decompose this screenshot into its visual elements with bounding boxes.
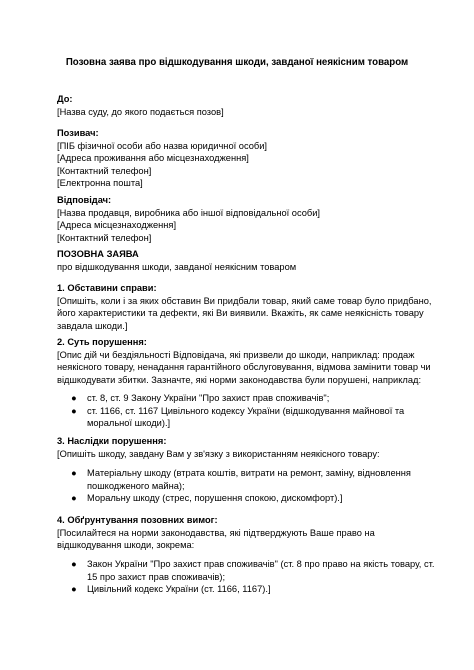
- section-text-line: [Посилайтеся на норми законодавства, які підтверджують Ваше право на: [57, 527, 375, 538]
- section-heading: 1. Обставини справи:: [57, 283, 157, 293]
- to-heading: До:: [57, 94, 73, 104]
- defendant-line: [Контактний телефон]: [57, 232, 152, 243]
- violation-list: [57, 392, 422, 430]
- section-heading: 2. Суть порушення:: [57, 337, 147, 347]
- section-consequences: [57, 435, 422, 460]
- bullet-icon: ●: [71, 584, 77, 595]
- section-text-line: [Опис дій чи бездіяльності Відповідача, які призвели до шкоди, наприклад: продаж: [57, 349, 415, 360]
- section-heading: 3. Наслідки порушення:: [57, 436, 167, 446]
- claim-subheading: про відшкодування шкоди, завданої неякісним товаром: [57, 261, 297, 272]
- section-circumstances: [57, 282, 432, 332]
- plaintiff-line: [ПІБ фізичної особи або назва юридичної особи]: [57, 140, 267, 151]
- defendant-block: [57, 194, 422, 244]
- plaintiff-line: [Адреса проживання або місцезнаходження]: [57, 153, 249, 164]
- section-violation: [57, 336, 431, 386]
- plaintiff-block: [57, 127, 422, 190]
- plaintiff-line: [Контактний телефон]: [57, 165, 152, 176]
- plaintiff-heading: Позивач:: [57, 128, 99, 138]
- section-text-line: [Опишіть шкоду, завдану Вам у зв'язку з використанням неякісного товару:: [57, 448, 380, 459]
- list-item: ● Моральну шкоду (стрес, порушення спокою, дискомфорт).]: [71, 493, 343, 504]
- claim-heading: ПОЗОВНА ЗАЯВА: [57, 249, 139, 259]
- justification-list: [57, 558, 435, 596]
- list-item: ● Цивільний кодекс України (ст. 1166, 1167).]: [71, 584, 271, 595]
- bullet-icon: ●: [71, 559, 77, 569]
- section-text-line: відшкодувати збитки. Зазначте, які норми законодавства були порушені, наприклад:: [57, 374, 422, 385]
- consequences-list: [57, 467, 422, 505]
- defendant-line: [Назва продавця, виробника або іншої відповідальної особи]: [57, 207, 321, 218]
- court-name-line: [Назва суду, до якого подається позов]: [57, 106, 224, 117]
- defendant-line: [Адреса місцезнаходження]: [57, 220, 177, 231]
- plaintiff-line: [Електронна пошта]: [57, 178, 143, 189]
- section-justification: [57, 514, 422, 552]
- list-item: ● ст. 1166, ст. 1167 Цивільного кодексу України (відшкодування майнової та моральної шкоди).]: [71, 405, 405, 429]
- section-text-line: [Опишіть, коли і за яких обставин Ви придбали товар, який саме товар було придбано,: [57, 295, 432, 306]
- bullet-icon: ●: [71, 493, 77, 504]
- bullet-icon: ●: [71, 405, 77, 416]
- defendant-heading: Відповідач:: [57, 195, 112, 205]
- list-item: ● Матеріальну шкоду (втрата коштів, витрати на ремонт, заміну, відновлення пошкодженого майна);: [71, 468, 411, 491]
- section-text-line: його характеристики та дефекти, які Ви виявили. Вкажіть, як саме неякісність товару: [57, 308, 424, 319]
- section-text-line: відшкодування шкоди, зокрема:: [57, 540, 195, 551]
- section-text-line: завдала шкоди.]: [57, 320, 128, 331]
- claim-block: [57, 248, 422, 273]
- bullet-icon: ●: [71, 468, 77, 478]
- section-text-line: неякісного товару, ненадання гарантійного обслуговування, відмова замінити товар чи: [57, 362, 431, 373]
- list-item: ● ст. 8, ст. 9 Закону України "Про захист прав споживачів";: [71, 393, 330, 403]
- court-block: [57, 93, 422, 118]
- section-heading: 4. Обґрунтування позовних вимог:: [57, 515, 218, 525]
- list-item: ● Закон України "Про захист прав споживачів" (ст. 8 про право на якість товару, ст. 15 про захист прав споживачів);: [71, 559, 435, 582]
- document-title: Позовна заява про відшкодування шкоди, завданої неякісним товаром: [65, 57, 409, 68]
- bullet-icon: ●: [71, 393, 77, 403]
